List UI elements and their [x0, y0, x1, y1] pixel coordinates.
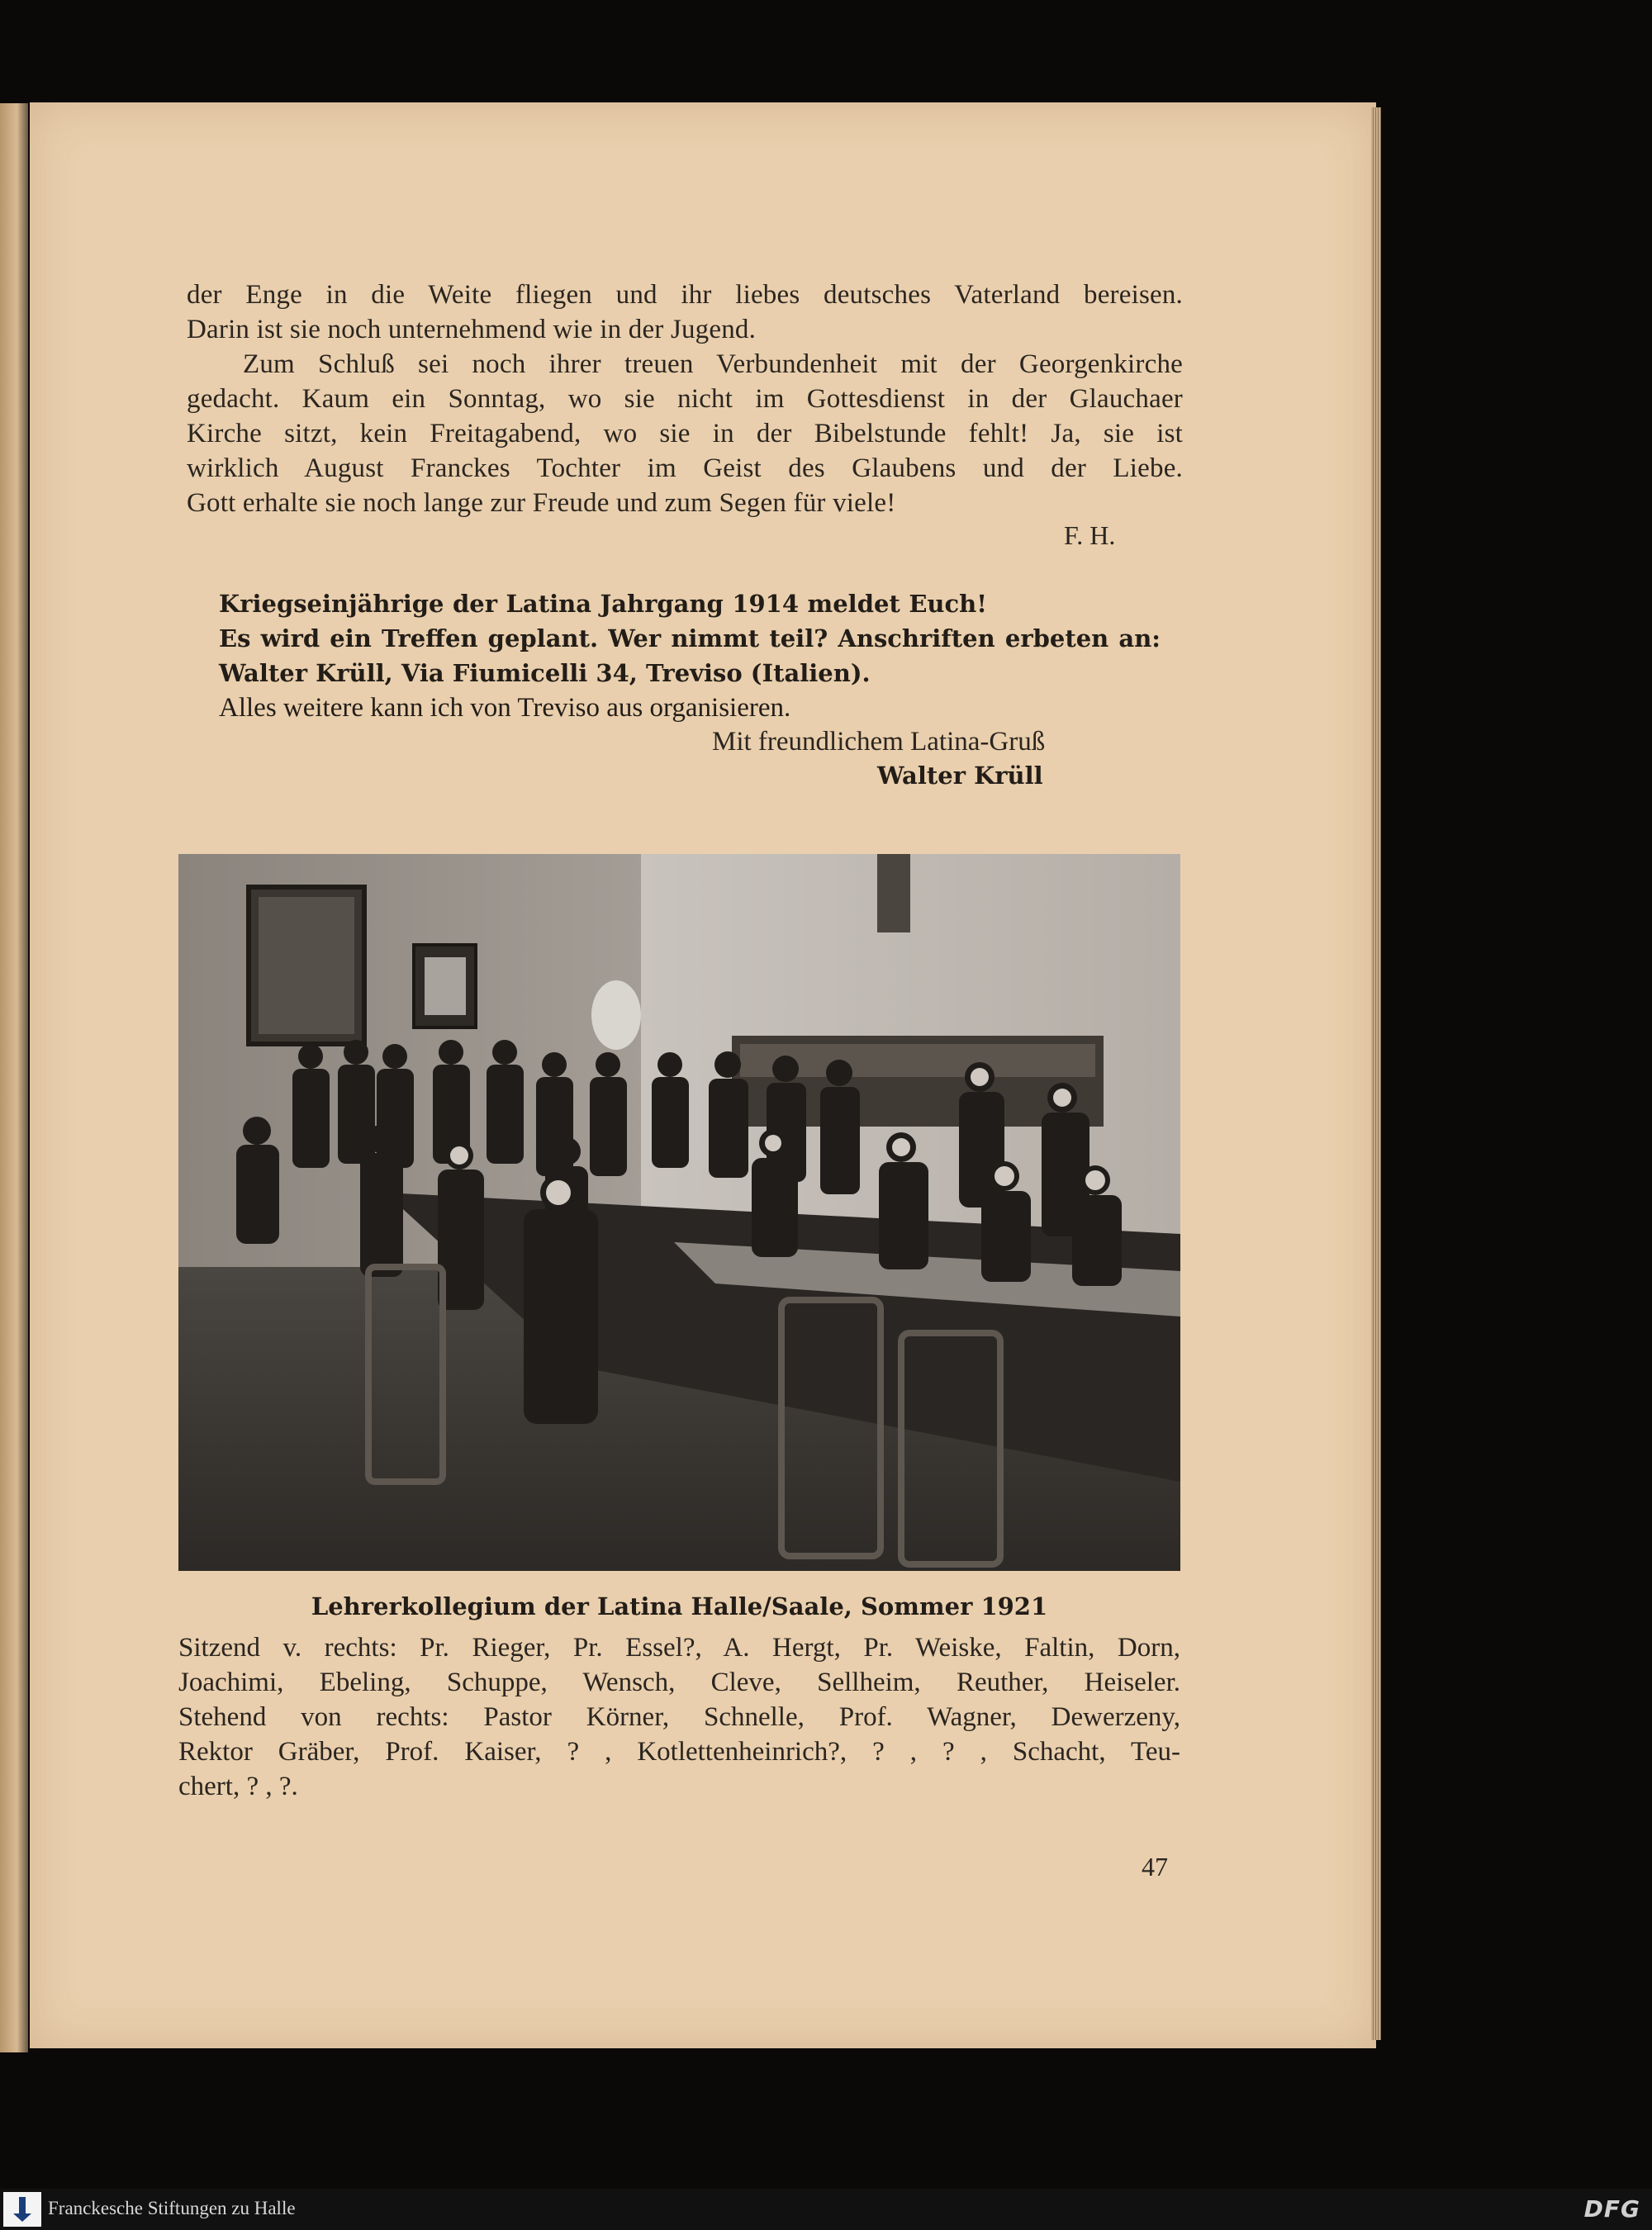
text-line-content: Zum Schluß sei noch ihrer treuen Verbundenheit mit der Georgenkirche [243, 349, 1183, 379]
text-line: wirklich August Franckes Tochter im Geist des Glaubens und der Liebe. [187, 453, 1183, 483]
notice-line: Walter Krüll, Via Fiumicelli 34, Treviso (Italien). [219, 659, 871, 687]
faculty-photograph [178, 854, 1180, 1571]
names-line: Stehend von rechts: Pastor Körner, Schnelle, Prof. Wagner, Dewerzeny, [178, 1702, 1180, 1732]
notice-line: Kriegseinjährige der Latina Jahrgang 1914 meldet Euch! [219, 590, 987, 618]
dfg-logo[interactable]: DFG [1583, 2195, 1640, 2223]
body-text [187, 278, 1183, 520]
painting-canvas [259, 897, 354, 1034]
notice-signature: Walter Krüll [877, 762, 1043, 790]
page-number: 47 [1142, 1852, 1168, 1881]
names-line: chert, ? , ?. [178, 1772, 298, 1801]
notice-greeting: Mit freundlichem Latina-Gruß [712, 727, 1046, 757]
body-paragraph-1 [187, 278, 1183, 347]
photo-names [178, 1630, 1180, 1804]
viewer-footer [0, 2189, 1652, 2230]
text-line [187, 347, 1183, 382]
names-line: Rektor Gräber, Prof. Kaiser, ? , Kotlettenheinrich?, ? , ? , Schacht, Teu- [178, 1737, 1180, 1767]
portrait-mat [425, 957, 466, 1015]
names-line: Joachimi, Ebeling, Schuppe, Wensch, Cleve, Sellheim, Reuther, Heiseler. [178, 1668, 1180, 1697]
text-line: Gott erhalte sie noch lange zur Freude und zum Segen für viele! [187, 488, 896, 518]
institution-emblem-icon [10, 2195, 35, 2223]
left-page-edge [0, 103, 28, 2052]
institution-logo-icon[interactable] [3, 2192, 41, 2227]
text-line: gedacht. Kaum ein Sonntag, wo sie nicht im Gottesdienst in der Glauchaer [187, 384, 1183, 414]
notice-line: Es wird ein Treffen geplant. Wer nimmt teil? Anschriften erbeten an: [219, 624, 1161, 652]
photo-illustration [178, 854, 1180, 1571]
page-edges [1371, 107, 1381, 2040]
text-line: Darin ist sie noch unternehmend wie in der Jugend. [187, 315, 757, 344]
notice-line: Alles weitere kann ich von Treviso aus organisieren. [219, 693, 791, 723]
photo-caption: Lehrerkollegium der Latina Halle/Saale, Sommer 1921 [311, 1592, 1048, 1620]
body-paragraph-2 [187, 347, 1183, 520]
bust-sculpture [591, 980, 641, 1050]
text-line: Kirche sitzt, kein Freitagabend, wo sie in der Bibelstunde fehlt! Ja, sie ist [187, 419, 1183, 448]
text-line: der Enge in die Weite fliegen und ihr liebes deutsches Vaterland bereisen. [187, 280, 1183, 310]
wall-lamp [877, 854, 910, 932]
author-initials: F. H. [1064, 520, 1116, 550]
names-line: Sitzend v. rechts: Pr. Rieger, Pr. Essel?, A. Hergt, Pr. Weiske, Faltin, Dorn, [178, 1633, 1180, 1663]
reunion-notice [219, 586, 1161, 725]
institution-name[interactable]: Franckesche Stiftungen zu Halle [48, 2198, 296, 2218]
